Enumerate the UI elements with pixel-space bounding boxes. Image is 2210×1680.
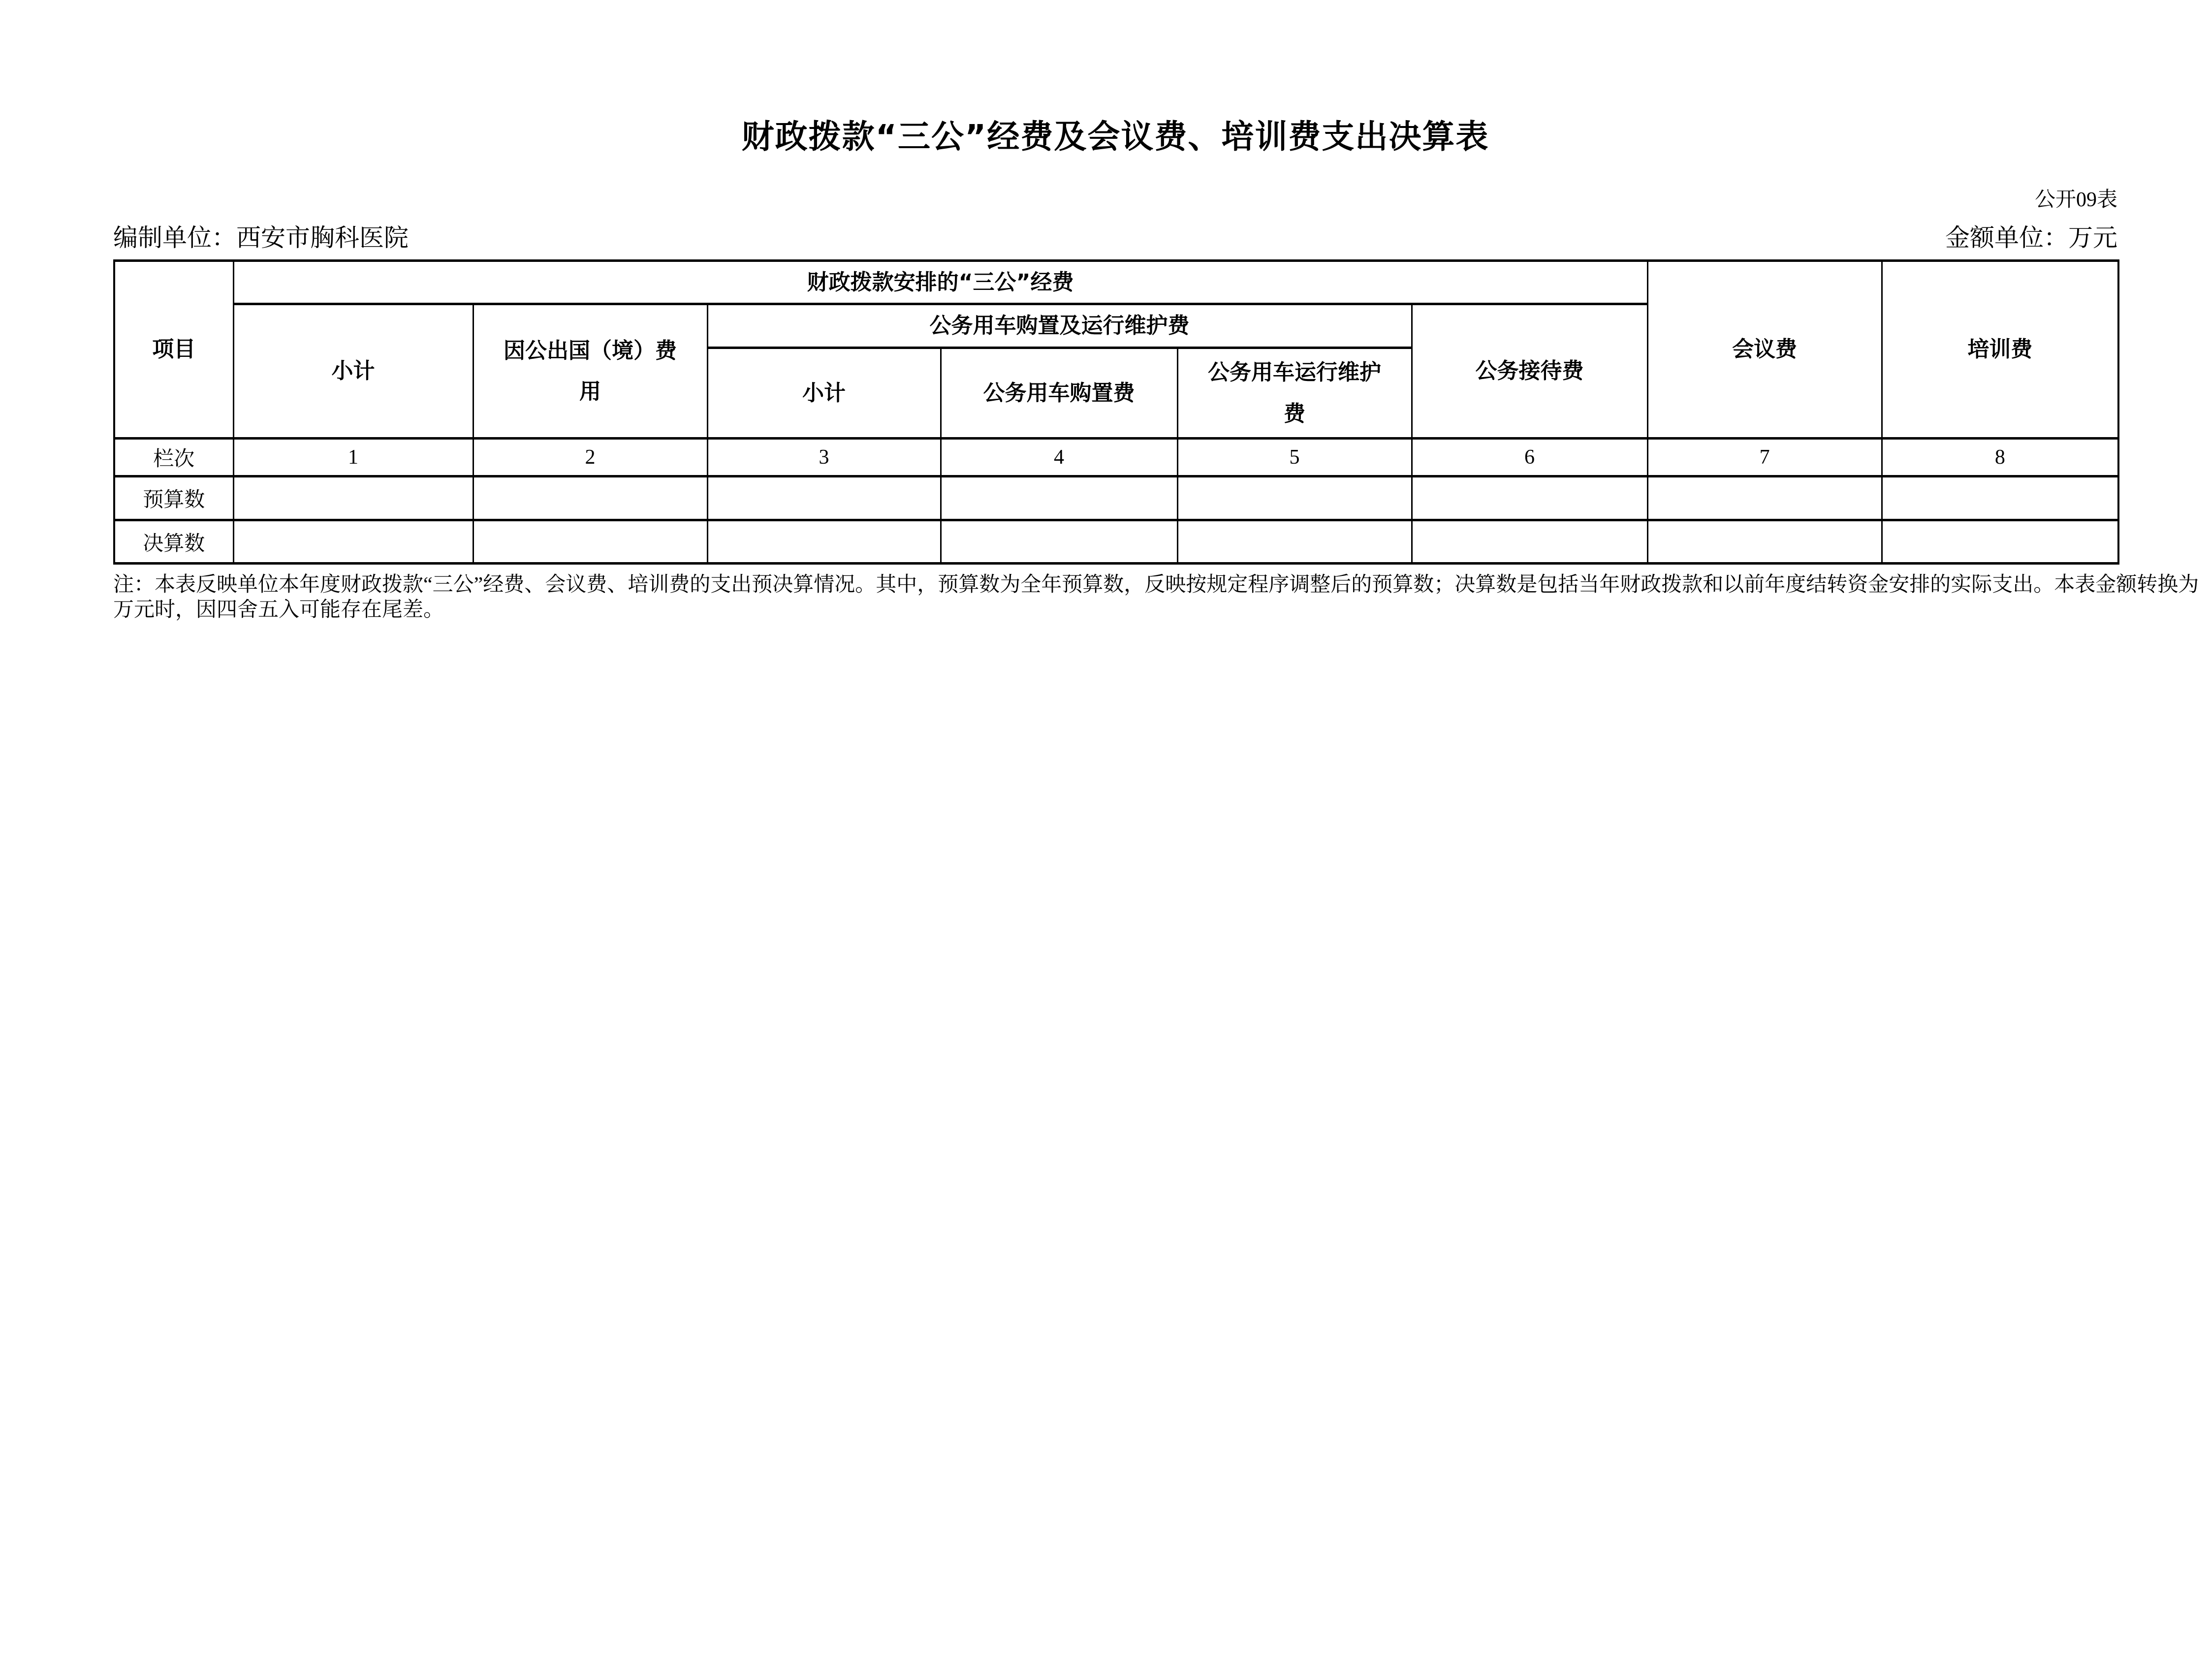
header-project: 项目 — [114, 260, 233, 438]
column-index-cell: 5 — [1177, 439, 1412, 476]
row-label-final: 决算数 — [114, 520, 233, 564]
meta-row — [113, 224, 2117, 253]
column-index-cell: 1 — [233, 439, 473, 476]
column-index-row — [114, 439, 2118, 476]
column-index-cell: 3 — [707, 439, 941, 476]
header-vehicle-maintenance-label: 公务用车运行维护费 — [1208, 359, 1381, 426]
table-code: 公开09表 — [2034, 189, 2117, 212]
row-label-budget: 预算数 — [114, 476, 233, 520]
budget-row — [114, 476, 2118, 520]
budget-value-cell — [1177, 476, 1412, 520]
budget-value-cell — [1647, 476, 1882, 520]
budget-value-cell — [1412, 476, 1647, 520]
header-abroad-fee-label: 因公出国（境）费用 — [504, 338, 677, 405]
budget-value-cell — [707, 476, 941, 520]
column-index-cell: 4 — [941, 439, 1177, 476]
column-index-cell: 6 — [1412, 439, 1647, 476]
final-value-cell — [473, 520, 707, 564]
header-vehicle-subtotal: 小计 — [707, 348, 941, 439]
final-accounts-row — [114, 520, 2118, 564]
header-sangong-group: 财政拨款安排的“三公”经费 — [233, 260, 1647, 304]
document-content — [0, 117, 2210, 623]
amount-unit: 金额单位：万元 — [1945, 224, 2117, 252]
final-value-cell — [233, 520, 473, 564]
header-training-fee: 培训费 — [1882, 260, 2118, 438]
header-meeting-fee: 会议费 — [1647, 260, 1882, 438]
final-value-cell — [1647, 520, 1882, 564]
budget-value-cell — [233, 476, 473, 520]
footnote: 注：本表反映单位本年度财政拨款“三公”经费、会议费、培训费的支出预决算情况。其中，预算数为全年预算数，反映按规定程序调整后的预算数；决算数是包括当年财政拨款和以前年度结转资金安排的实际支出。本表金额转换为万元时，因四舍五入可能存在尾差。 — [113, 573, 2199, 622]
final-value-cell — [1412, 520, 1647, 564]
budget-value-cell — [1882, 476, 2118, 520]
document-page — [0, 117, 2210, 1680]
final-value-cell — [707, 520, 941, 564]
header-abroad-fee — [473, 304, 707, 439]
header-vehicle-maintenance — [1177, 348, 1412, 439]
final-value-cell — [1177, 520, 1412, 564]
final-value-cell — [1882, 520, 2118, 564]
header-vehicle-group: 公务用车购置及运行维护费 — [707, 304, 1412, 348]
expenditure-table — [113, 259, 2119, 565]
header-vehicle-purchase: 公务用车购置费 — [941, 348, 1177, 439]
budget-value-cell — [473, 476, 707, 520]
header-reception-fee: 公务接待费 — [1412, 304, 1647, 439]
final-value-cell — [941, 520, 1177, 564]
budget-value-cell — [941, 476, 1177, 520]
column-index-cell: 7 — [1647, 439, 1882, 476]
prepared-by-unit: 编制单位：西安市胸科医院 — [113, 224, 409, 252]
column-index-cell: 2 — [473, 439, 707, 476]
row-label-lanci: 栏次 — [114, 439, 233, 476]
header-subtotal: 小计 — [233, 304, 473, 439]
page-title: 财政拨款“三公”经费及会议费、培训费支出决算表 — [741, 118, 1489, 156]
column-index-cell: 8 — [1882, 439, 2118, 476]
